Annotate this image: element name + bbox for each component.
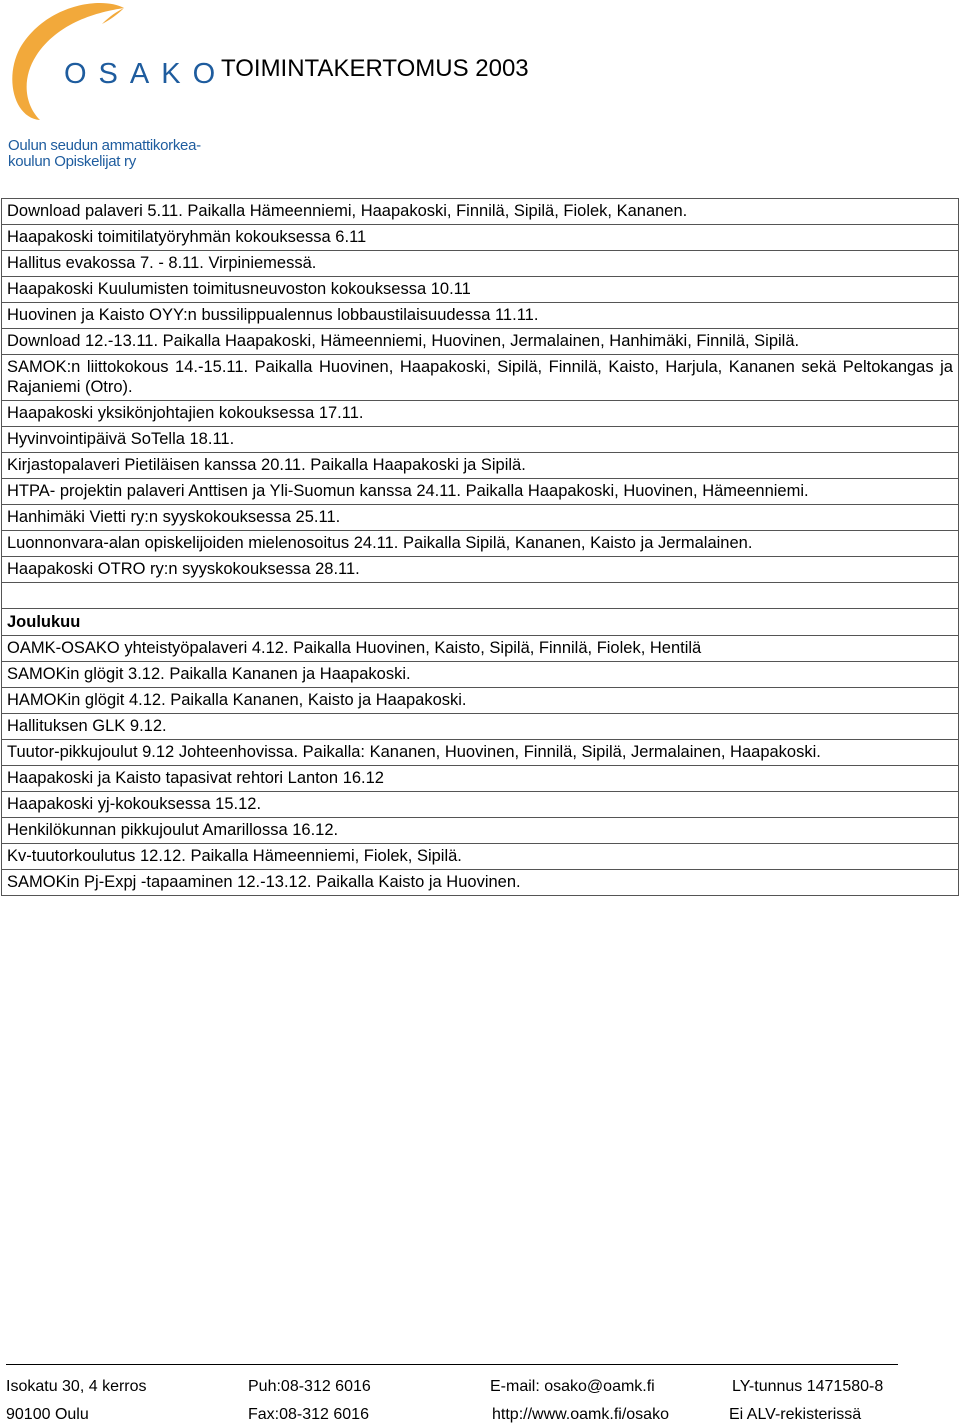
table-row bbox=[2, 636, 959, 662]
log-entry: Hallituksen GLK 9.12. bbox=[2, 714, 959, 740]
table-row bbox=[2, 844, 959, 870]
footer-website-link[interactable]: http://www.oamk.fi/osako bbox=[492, 1406, 669, 1423]
table-row bbox=[2, 225, 959, 251]
log-entry: OAMK-OSAKO yhteistyöpalaveri 4.12. Paikalla Huovinen, Kaisto, Sipilä, Finnilä, Fiolek, Hentilä bbox=[2, 636, 959, 662]
blank-cell bbox=[2, 583, 959, 609]
log-entry: Luonnonvara-alan opiskelijoiden mielenosoitus 24.11. Paikalla Sipilä, Kananen, Kaisto ja Jermalainen. bbox=[2, 531, 959, 557]
table-row bbox=[2, 277, 959, 303]
footer-email: E-mail: osako@oamk.fi bbox=[490, 1378, 655, 1395]
log-entry: Haapakoski ja Kaisto tapasivat rehtori Lanton 16.12 bbox=[2, 766, 959, 792]
log-entry: Haapakoski Kuulumisten toimitusneuvoston kokouksessa 10.11 bbox=[2, 277, 959, 303]
table-row bbox=[2, 479, 959, 505]
log-entry: Download 12.-13.11. Paikalla Haapakoski, Hämeenniemi, Huovinen, Jermalainen, Hanhimäki, Finnilä, Sipilä. bbox=[2, 329, 959, 355]
table-row bbox=[2, 199, 959, 225]
logo-subtitle-line2: koulun Opiskelijat ry bbox=[8, 153, 136, 170]
section-heading: Joulukuu bbox=[2, 609, 959, 636]
log-entry: Tuutor-pikkujoulut 9.12 Johteenhovissa. Paikalla: Kananen, Huovinen, Finnilä, Sipilä, Jermalainen, Haapakoski. bbox=[2, 740, 959, 766]
table-row bbox=[2, 688, 959, 714]
footer-fax: Fax:08-312 6016 bbox=[248, 1406, 369, 1423]
table-row bbox=[2, 303, 959, 329]
footer-divider bbox=[6, 1364, 898, 1365]
logo-subtitle bbox=[8, 138, 201, 170]
log-entry: Kv-tuutorkoulutus 12.12. Paikalla Hämeenniemi, Fiolek, Sipilä. bbox=[2, 844, 959, 870]
document-title: TOIMINTAKERTOMUS 2003 bbox=[221, 55, 529, 82]
log-entry: Haapakoski yksikönjohtajien kokouksessa 17.11. bbox=[2, 401, 959, 427]
log-entry: Huovinen ja Kaisto OYY:n bussilippualennus lobbaustilaisuudessa 11.11. bbox=[2, 303, 959, 329]
table-row bbox=[2, 662, 959, 688]
log-entry: Henkilökunnan pikkujoulut Amarillossa 16.12. bbox=[2, 818, 959, 844]
table-row bbox=[2, 355, 959, 401]
table-row bbox=[2, 505, 959, 531]
log-entry: Haapakoski yj-kokouksessa 15.12. bbox=[2, 792, 959, 818]
footer-phone: Puh:08-312 6016 bbox=[248, 1378, 371, 1395]
log-entry: SAMOKin Pj-Expj -tapaaminen 12.-13.12. Paikalla Kaisto ja Huovinen. bbox=[2, 870, 959, 896]
footer-address-line1: Isokatu 30, 4 kerros bbox=[6, 1378, 147, 1395]
table-row bbox=[2, 740, 959, 766]
table-row bbox=[2, 870, 959, 896]
log-entry: Hanhimäki Vietti ry:n syyskokouksessa 25.11. bbox=[2, 505, 959, 531]
log-entry: SAMOKin glögit 3.12. Paikalla Kananen ja Haapakoski. bbox=[2, 662, 959, 688]
table-row bbox=[2, 251, 959, 277]
table-row bbox=[2, 427, 959, 453]
table-row bbox=[2, 818, 959, 844]
table-row bbox=[2, 792, 959, 818]
footer-business-id: LY-tunnus 1471580-8 bbox=[732, 1378, 884, 1395]
footer-vat-status: Ei ALV-rekisterissä bbox=[729, 1406, 862, 1423]
table-row bbox=[2, 401, 959, 427]
table-row bbox=[2, 531, 959, 557]
logo-subtitle-line1: Oulun seudun ammattikorkea- bbox=[8, 137, 201, 154]
osako-logo bbox=[6, 0, 228, 180]
logo-letters: OSAKO bbox=[64, 58, 228, 90]
page-footer bbox=[0, 1376, 960, 1427]
log-entry: HTPA- projektin palaveri Anttisen ja Yli-Suomun kanssa 24.11. Paikalla Haapakoski, Huovinen, Hämeenniemi. bbox=[2, 479, 959, 505]
table-row bbox=[2, 766, 959, 792]
blank-row bbox=[2, 583, 959, 609]
log-entry: Kirjastopalaveri Pietiläisen kanssa 20.11. Paikalla Haapakoski ja Sipilä. bbox=[2, 453, 959, 479]
log-entry: Haapakoski OTRO ry:n syyskokouksessa 28.11. bbox=[2, 557, 959, 583]
log-entry: Hallitus evakossa 7. - 8.11. Virpiniemessä. bbox=[2, 251, 959, 277]
log-entry: Download palaveri 5.11. Paikalla Hämeenniemi, Haapakoski, Finnilä, Sipilä, Fiolek, Kananen. bbox=[2, 199, 959, 225]
table-row bbox=[2, 453, 959, 479]
table-row bbox=[2, 714, 959, 740]
footer-address-line2: 90100 Oulu bbox=[6, 1406, 89, 1423]
table-row bbox=[2, 329, 959, 355]
table-row bbox=[2, 557, 959, 583]
log-entry: Hyvinvointipäivä SoTella 18.11. bbox=[2, 427, 959, 453]
log-entry: Haapakoski toimitilatyöryhmän kokouksessa 6.11 bbox=[2, 225, 959, 251]
activity-log-table bbox=[1, 198, 959, 896]
section-heading-row bbox=[2, 609, 959, 636]
log-entry: SAMOK:n liittokokous 14.-15.11. Paikalla Huovinen, Haapakoski, Sipilä, Finnilä, Kaisto, Harjula, Kananen sekä Peltokangas ja Rajaniemi (Otro). bbox=[2, 355, 959, 401]
log-entry: HAMOKin glögit 4.12. Paikalla Kananen, Kaisto ja Haapakoski. bbox=[2, 688, 959, 714]
